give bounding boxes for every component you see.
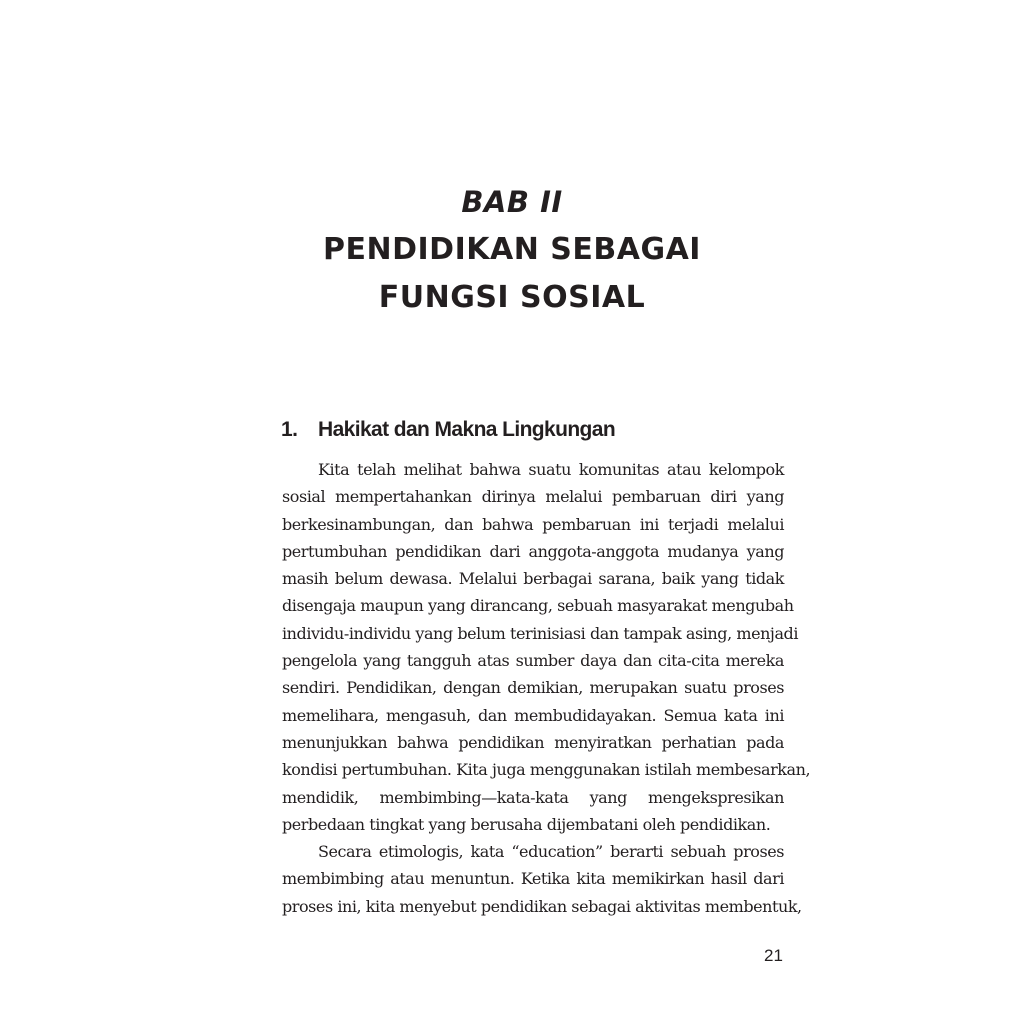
section-heading: [281, 415, 615, 445]
page-number: 21: [764, 946, 783, 965]
chapter-label: BAB II: [461, 185, 563, 219]
text-line: masih belum dewasa. Melalui berbagai sarana, baik yang tidak: [282, 569, 784, 589]
text-line: kondisi pertumbuhan. Kita juga menggunakan istilah membesarkan,: [282, 760, 811, 780]
text-line: pengelola yang tangguh atas sumber daya dan cita-cita mereka: [282, 651, 784, 671]
text-line: perbedaan tingkat yang berusaha dijembatani oleh pendidikan.: [282, 814, 771, 834]
chapter-title-line-2: FUNGSI SOSIAL: [378, 280, 646, 315]
text-line: disengaja maupun yang dirancang, sebuah masyarakat mengubah: [282, 596, 794, 616]
chapter-heading: [0, 178, 1024, 322]
text-line: memelihara, mengasuh, dan membudidayakan. Semua kata ini: [282, 705, 784, 725]
text-line: Secara etimologis, kata “education” berarti sebuah proses: [318, 842, 784, 862]
text-line: menunjukkan bahwa pendidikan menyiratkan perhatian pada: [282, 732, 784, 752]
text-line: sendiri. Pendidikan, dengan demikian, merupakan suatu proses: [282, 678, 784, 698]
section-number: 1.: [281, 418, 298, 441]
text-line: mendidik, membimbing—kata-kata yang mengekspresikan: [282, 787, 784, 807]
paragraph-1: [282, 456, 811, 838]
body-text: [282, 456, 811, 920]
text-line: membimbing atau menuntun. Ketika kita memikirkan hasil dari: [282, 869, 784, 889]
chapter-title-line-1: PENDIDIKAN SEBAGAI: [323, 232, 701, 267]
text-line: individu-individu yang belum terinisiasi dan tampak asing, menjadi: [282, 623, 798, 643]
paragraph-2: [282, 838, 802, 920]
text-line: berkesinambungan, dan bahwa pembaruan ini terjadi melalui: [282, 514, 784, 534]
text-line: pertumbuhan pendidikan dari anggota-anggota mudanya yang: [282, 541, 784, 561]
text-line: sosial mempertahankan dirinya melalui pembaruan diri yang: [282, 487, 784, 507]
section-title: Hakikat dan Makna Lingkungan: [318, 418, 616, 441]
text-line: Kita telah melihat bahwa suatu komunitas atau kelompok: [318, 460, 784, 479]
text-line: proses ini, kita menyebut pendidikan sebagai aktivitas membentuk,: [282, 896, 802, 916]
